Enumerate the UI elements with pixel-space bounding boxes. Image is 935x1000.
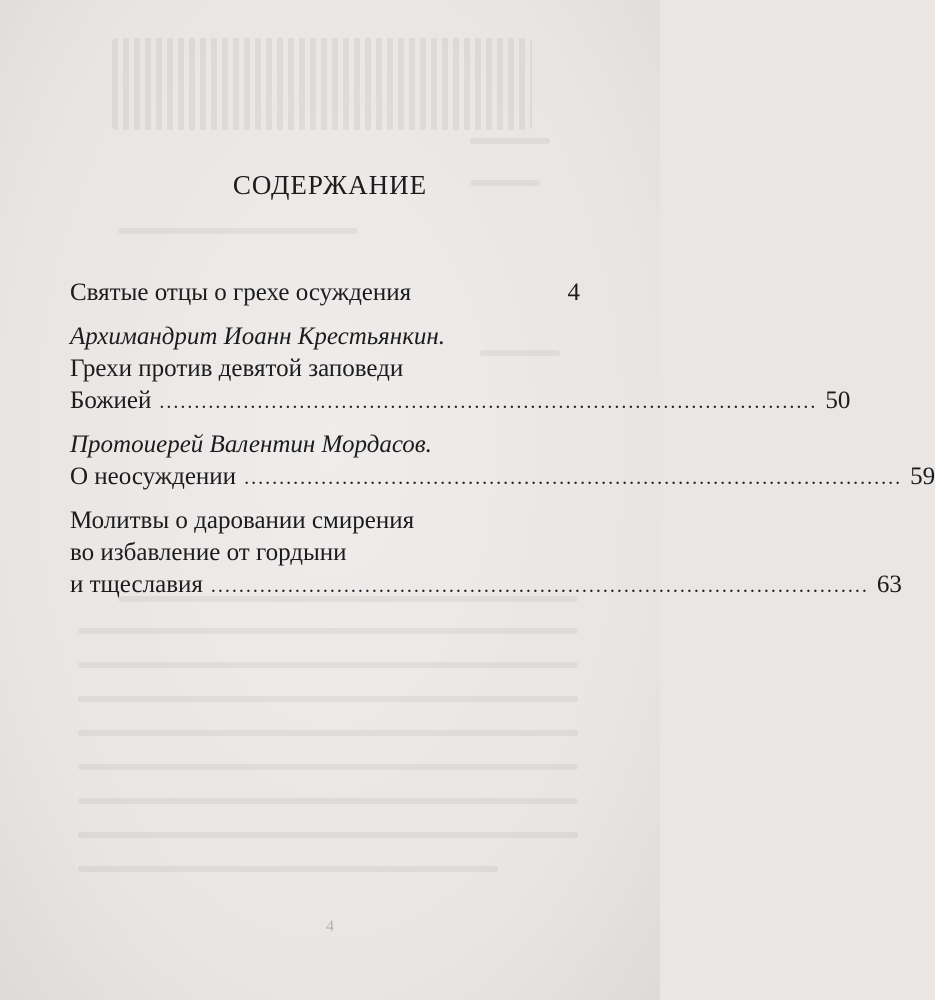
toc-heading: СОДЕРЖАНИЕ (232, 170, 428, 200)
toc-page-number: 59 (910, 463, 935, 490)
toc-leader-dots: .............................................................................................. (244, 467, 903, 489)
toc-entry-3-author: Протоиерей Валентин Мордасов. (70, 431, 432, 458)
page-folio: 4 (326, 918, 334, 935)
toc-leader-dots: .............................................................................................. (210, 575, 869, 597)
toc-entry-4[interactable] (70, 570, 902, 601)
toc-entry-4-title-line-1[interactable]: Молитвы о даровании смирения (70, 507, 415, 534)
toc-leader-dots: .............................................................................................. (159, 391, 818, 413)
toc-page-number: 50 (825, 387, 851, 414)
toc-entry-title: Божией (70, 387, 152, 414)
toc-entry-3[interactable] (70, 462, 935, 493)
toc-entry-title: Святые отцы о грехе осуждения (70, 279, 412, 306)
toc-entry-title: О неосуждении (70, 463, 237, 490)
toc-page-number: 4 (567, 279, 580, 306)
toc-entry-1[interactable] (70, 278, 580, 308)
toc-entry-2-title[interactable]: Грехи против девятой заповеди (70, 355, 404, 382)
toc-page-number: 63 (876, 571, 902, 598)
bleed-through-illustration (112, 38, 532, 130)
toc-entry-title: и тщеславия (70, 571, 203, 598)
toc-entry-4-title-line-2[interactable]: во избавление от гордыни (70, 539, 347, 566)
toc-entry-2-author: Архимандрит Иоанн Крестьянкин. (70, 323, 446, 350)
toc-entry-2[interactable] (70, 386, 851, 417)
